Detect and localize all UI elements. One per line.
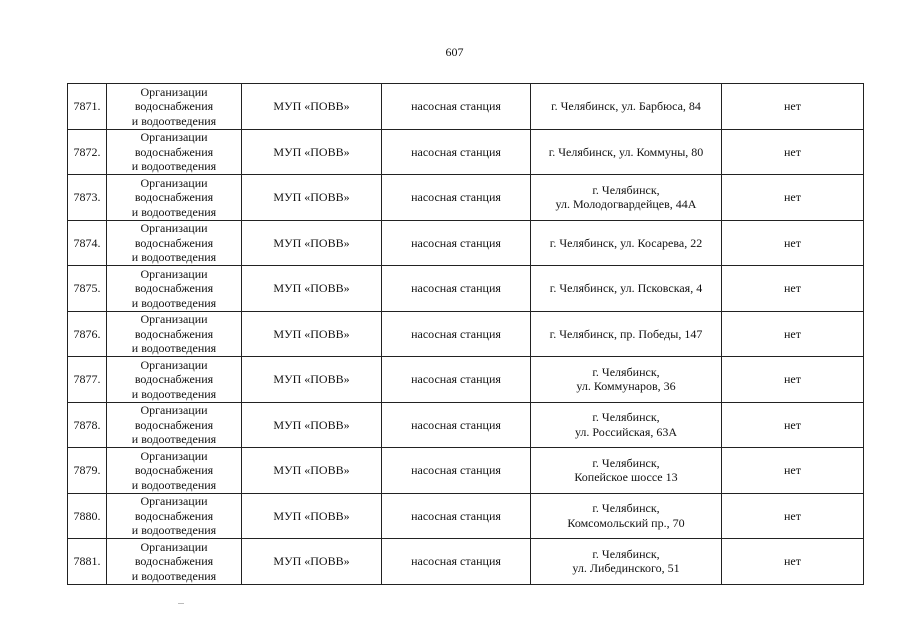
scan-mark <box>178 603 184 604</box>
category-line: водоснабжения <box>134 281 214 295</box>
address-line: ул. Российская, 63А <box>574 424 678 439</box>
category-line: Организации <box>140 403 208 417</box>
category-line: и водоотведения <box>131 523 217 537</box>
address-cell <box>531 402 722 448</box>
flag-cell: нет <box>722 220 864 266</box>
page-number: 607 <box>445 45 464 59</box>
category-line: и водоотведения <box>131 341 217 355</box>
organization-cell: МУП «ПОВВ» <box>242 448 382 494</box>
address-line: Комсомольский пр., 70 <box>567 515 685 530</box>
address-line: г. Челябинск, <box>592 182 660 197</box>
flag-cell: нет <box>722 448 864 494</box>
table-row <box>68 539 864 585</box>
flag-cell: нет <box>722 266 864 312</box>
address-line: г. Челябинск, ул. Коммуны, 80 <box>548 144 704 159</box>
category-line: Организации <box>140 221 208 235</box>
address-cell <box>531 493 722 539</box>
row-number-cell: 7875. <box>68 266 107 312</box>
category-cell <box>107 539 242 585</box>
address-cell <box>531 448 722 494</box>
category-line: водоснабжения <box>134 417 214 432</box>
category-line: Организации <box>140 539 208 554</box>
row-number-cell: 7874. <box>68 220 107 266</box>
category-line: водоснабжения <box>134 508 214 523</box>
flag-cell: нет <box>722 129 864 175</box>
address-line: ул. Молодогвардейцев, 44А <box>555 197 697 212</box>
object-type-cell: насосная станция <box>382 311 531 357</box>
address-line: ул. Либединского, 51 <box>572 561 680 576</box>
organization-cell: МУП «ПОВВ» <box>242 539 382 585</box>
flag-cell: нет <box>722 402 864 448</box>
object-type-cell: насосная станция <box>382 448 531 494</box>
row-number-cell: 7871. <box>68 84 107 130</box>
flag-cell: нет <box>722 493 864 539</box>
category-cell <box>107 266 242 312</box>
row-number-cell: 7881. <box>68 539 107 585</box>
category-line: водоснабжения <box>134 144 214 159</box>
address-line: г. Челябинск, пр. Победы, 147 <box>549 326 703 341</box>
organization-cell: МУП «ПОВВ» <box>242 493 382 539</box>
object-type-cell: насосная станция <box>382 493 531 539</box>
object-type-cell: насосная станция <box>382 539 531 585</box>
table-row <box>68 266 864 312</box>
category-line: водоснабжения <box>134 463 214 477</box>
address-cell <box>531 84 722 130</box>
table-row <box>68 129 864 175</box>
flag-cell: нет <box>722 175 864 221</box>
category-cell <box>107 129 242 175</box>
table-row <box>68 357 864 403</box>
category-line: Организации <box>140 312 208 326</box>
address-line: г. Челябинск, <box>592 546 660 561</box>
category-line: водоснабжения <box>134 326 214 341</box>
category-line: водоснабжения <box>134 372 214 386</box>
category-line: водоснабжения <box>134 99 214 113</box>
category-line: водоснабжения <box>134 554 214 568</box>
category-line: Организации <box>140 266 208 281</box>
address-cell <box>531 129 722 175</box>
category-cell <box>107 357 242 403</box>
category-cell <box>107 311 242 357</box>
address-line: г. Челябинск, <box>592 410 660 425</box>
row-number-cell: 7878. <box>68 402 107 448</box>
flag-cell: нет <box>722 539 864 585</box>
category-cell <box>107 402 242 448</box>
address-cell <box>531 266 722 312</box>
address-cell <box>531 539 722 585</box>
organization-cell: МУП «ПОВВ» <box>242 84 382 130</box>
row-number-cell: 7876. <box>68 311 107 357</box>
address-cell <box>531 357 722 403</box>
category-line: Организации <box>140 357 208 372</box>
category-line: водоснабжения <box>134 235 214 250</box>
flag-cell: нет <box>722 84 864 130</box>
object-type-cell: насосная станция <box>382 357 531 403</box>
address-line: г. Челябинск, ул. Псковская, 4 <box>549 281 703 295</box>
object-type-cell: насосная станция <box>382 129 531 175</box>
category-line: и водоотведения <box>131 432 217 446</box>
object-type-cell: насосная станция <box>382 84 531 130</box>
table-row <box>68 220 864 266</box>
organization-cell: МУП «ПОВВ» <box>242 402 382 448</box>
organization-cell: МУП «ПОВВ» <box>242 129 382 175</box>
organization-cell: МУП «ПОВВ» <box>242 357 382 403</box>
row-number-cell: 7879. <box>68 448 107 494</box>
address-line: г. Челябинск, ул. Барбюса, 84 <box>551 99 701 113</box>
table-row <box>68 84 864 130</box>
address-line: г. Челябинск, <box>592 501 660 516</box>
category-cell <box>107 220 242 266</box>
row-number-cell: 7872. <box>68 129 107 175</box>
flag-cell: нет <box>722 357 864 403</box>
category-line: Организации <box>140 494 208 508</box>
category-line: Организации <box>140 448 208 463</box>
organization-cell: МУП «ПОВВ» <box>242 266 382 312</box>
category-cell <box>107 175 242 221</box>
address-line: г. Челябинск, ул. Косарева, 22 <box>549 235 703 250</box>
category-line: и водоотведения <box>131 386 217 401</box>
address-line: Копейское шоссе 13 <box>574 470 678 485</box>
category-line: и водоотведения <box>131 568 217 583</box>
category-line: Организации <box>140 175 208 190</box>
row-number-cell: 7873. <box>68 175 107 221</box>
registry-table <box>67 83 864 585</box>
organization-cell: МУП «ПОВВ» <box>242 311 382 357</box>
address-cell <box>531 311 722 357</box>
organization-cell: МУП «ПОВВ» <box>242 175 382 221</box>
category-line: и водоотведения <box>131 250 217 264</box>
category-cell <box>107 84 242 130</box>
category-line: водоснабжения <box>134 190 214 204</box>
address-line: г. Челябинск, <box>592 455 660 470</box>
flag-cell: нет <box>722 311 864 357</box>
registry-table-body <box>68 84 864 585</box>
object-type-cell: насосная станция <box>382 220 531 266</box>
category-line: и водоотведения <box>131 204 217 219</box>
category-line: и водоотведения <box>131 113 217 128</box>
row-number-cell: 7880. <box>68 493 107 539</box>
category-line: и водоотведения <box>131 159 217 173</box>
address-line: г. Челябинск, <box>592 364 660 379</box>
object-type-cell: насосная станция <box>382 402 531 448</box>
object-type-cell: насосная станция <box>382 266 531 312</box>
table-row <box>68 402 864 448</box>
table-row <box>68 175 864 221</box>
category-line: и водоотведения <box>131 295 217 310</box>
table-row <box>68 448 864 494</box>
organization-cell: МУП «ПОВВ» <box>242 220 382 266</box>
category-cell <box>107 493 242 539</box>
category-cell <box>107 448 242 494</box>
row-number-cell: 7877. <box>68 357 107 403</box>
category-line: Организации <box>140 84 208 99</box>
object-type-cell: насосная станция <box>382 175 531 221</box>
table-row <box>68 493 864 539</box>
category-line: Организации <box>140 130 208 144</box>
table-row <box>68 311 864 357</box>
address-line: ул. Коммунаров, 36 <box>576 379 676 394</box>
category-line: и водоотведения <box>131 477 217 492</box>
address-cell <box>531 220 722 266</box>
address-cell <box>531 175 722 221</box>
